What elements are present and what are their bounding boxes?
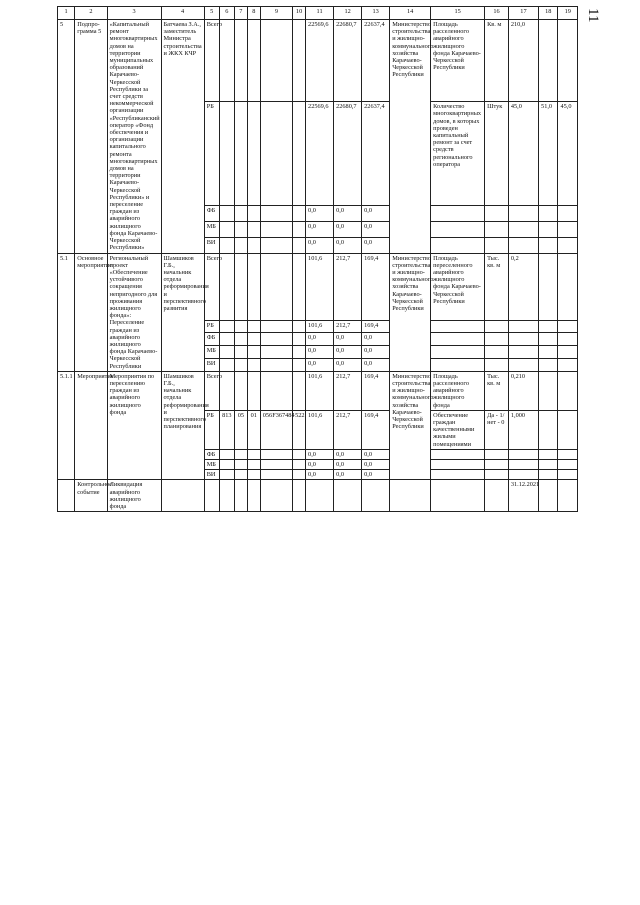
empty-cell <box>431 346 485 359</box>
empty-cell <box>558 320 578 333</box>
indicator-name: Площадь переселенного аварийного жилищного фонда Карачаево-Черкесской Республики <box>431 253 485 320</box>
indicator-value-2 <box>539 20 558 102</box>
amount-year-3: 22637,4 <box>362 20 390 102</box>
empty-cell <box>558 333 578 346</box>
budget-code <box>260 371 292 410</box>
column-number: 5 <box>204 7 219 20</box>
budget-code <box>234 346 247 359</box>
empty-cell <box>508 320 538 333</box>
responsible-person: Батчаева З.А., заместитель Министра строительства и ЖКХ КЧР <box>161 20 204 254</box>
indicator-value-1: 0,210 <box>508 371 538 410</box>
table-row <box>58 20 578 102</box>
empty-cell <box>293 480 306 512</box>
empty-cell <box>558 470 578 480</box>
amount-year-3: 0,0 <box>362 346 390 359</box>
amount-year-1: 0,0 <box>306 333 334 346</box>
budget-code <box>247 449 260 459</box>
indicator-unit <box>485 480 509 512</box>
amount-year-3: 169,4 <box>362 253 390 320</box>
empty-cell <box>558 206 578 222</box>
amount-year-3: 0,0 <box>362 449 390 459</box>
funding-source: РБ <box>204 320 219 333</box>
amount-year-3: 22637,4 <box>362 102 390 206</box>
indicator-unit: Да - 1/ нет - 0 <box>485 410 509 449</box>
budget-code <box>260 20 292 102</box>
table-row <box>58 371 578 410</box>
section-type: Подпро-грамма 5 <box>75 20 107 254</box>
amount-year-2: 0,0 <box>334 470 362 480</box>
empty-cell <box>508 470 538 480</box>
empty-cell <box>334 480 362 512</box>
empty-cell <box>306 480 334 512</box>
executor: Министерство строительства и жилищно-коммунального хозяйства Карачаево-Черкесской Республики <box>390 253 431 371</box>
empty-cell <box>485 470 509 480</box>
budget-code <box>219 346 234 359</box>
amount-year-2: 212,7 <box>334 410 362 449</box>
empty-cell <box>539 346 558 359</box>
indicator-name: Площадь расселенного аварийного жилищного фонда <box>431 371 485 410</box>
empty-cell <box>508 459 538 469</box>
column-number: 18 <box>539 7 558 20</box>
indicator-value-2 <box>539 253 558 320</box>
budget-code: 522 <box>293 410 306 449</box>
empty-cell <box>539 470 558 480</box>
section-type: Основное мероприятие <box>75 253 107 371</box>
amount-year-3: 169,4 <box>362 410 390 449</box>
budget-code <box>293 371 306 410</box>
column-number: 13 <box>362 7 390 20</box>
budget-code <box>260 333 292 346</box>
budget-code <box>260 449 292 459</box>
budget-code <box>234 206 247 222</box>
indicator-value-2 <box>539 480 558 512</box>
column-number: 8 <box>247 7 260 20</box>
empty-cell <box>539 206 558 222</box>
budget-code <box>219 333 234 346</box>
amount-year-2: 0,0 <box>334 459 362 469</box>
budget-code <box>247 253 260 320</box>
budget-code <box>247 371 260 410</box>
column-number: 14 <box>390 7 431 20</box>
amount-year-2: 0,0 <box>334 346 362 359</box>
budget-code <box>260 206 292 222</box>
budget-code <box>260 102 292 206</box>
budget-code <box>234 358 247 371</box>
section-type: Контрольное событие <box>75 480 107 512</box>
budget-code <box>234 222 247 238</box>
empty-cell <box>539 449 558 459</box>
budget-code <box>293 253 306 320</box>
empty-cell <box>431 222 485 238</box>
budget-code <box>219 320 234 333</box>
amount-year-3: 169,4 <box>362 320 390 333</box>
indicator-value-3 <box>558 253 578 320</box>
funding-source: ВИ <box>204 470 219 480</box>
budget-code <box>234 20 247 102</box>
amount-year-1: 0,0 <box>306 222 334 238</box>
budget-code: 056F367484 <box>260 410 292 449</box>
budget-code <box>260 222 292 238</box>
indicator-unit: Кв. м <box>485 20 509 102</box>
section-type: Мероприятие <box>75 371 107 480</box>
amount-year-1: 0,0 <box>306 358 334 371</box>
empty-cell <box>485 206 509 222</box>
empty-cell <box>558 346 578 359</box>
budget-code <box>247 222 260 238</box>
amount-year-1: 101,6 <box>306 253 334 320</box>
budget-code <box>219 102 234 206</box>
indicator-value-3: 45,0 <box>558 102 578 206</box>
column-number-row <box>58 7 578 20</box>
column-number: 19 <box>558 7 578 20</box>
indicator-name: Обеспечение граждан качественными жилыми помещениями <box>431 410 485 449</box>
budget-code <box>260 470 292 480</box>
budget-code <box>247 346 260 359</box>
empty-cell <box>431 206 485 222</box>
executor: Министерство строительства и жилищно-коммунального хозяйства Карачаево-Черкесской Республики <box>390 371 431 480</box>
amount-year-1: 22569,6 <box>306 20 334 102</box>
section-name: Мероприятия по переселению граждан из аварийного жилищного фонда <box>107 371 161 480</box>
section-number: 5 <box>58 20 75 254</box>
funding-source: Всего <box>204 20 219 102</box>
budget-code <box>260 358 292 371</box>
program-table <box>57 6 578 512</box>
column-number: 4 <box>161 7 204 20</box>
empty-cell <box>558 237 578 253</box>
budget-code <box>247 358 260 371</box>
budget-code: 01 <box>247 410 260 449</box>
column-number: 3 <box>107 7 161 20</box>
amount-year-3: 0,0 <box>362 206 390 222</box>
column-number: 11 <box>306 7 334 20</box>
table-row <box>58 253 578 320</box>
indicator-value-3 <box>558 480 578 512</box>
amount-year-1: 0,0 <box>306 449 334 459</box>
empty-cell <box>431 459 485 469</box>
amount-year-1: 101,6 <box>306 320 334 333</box>
column-number: 1 <box>58 7 75 20</box>
amount-year-2: 212,7 <box>334 320 362 333</box>
budget-code: 05 <box>234 410 247 449</box>
funding-source: ВИ <box>204 358 219 371</box>
amount-year-3: 0,0 <box>362 222 390 238</box>
amount-year-2: 22680,7 <box>334 102 362 206</box>
budget-code <box>247 470 260 480</box>
amount-year-1: 0,0 <box>306 470 334 480</box>
amount-year-3: 0,0 <box>362 237 390 253</box>
indicator-value-1: 1,000 <box>508 410 538 449</box>
empty-cell <box>485 320 509 333</box>
amount-year-1: 0,0 <box>306 459 334 469</box>
budget-code <box>293 206 306 222</box>
budget-code <box>247 102 260 206</box>
budget-code <box>260 459 292 469</box>
budget-code <box>234 449 247 459</box>
empty-cell <box>431 333 485 346</box>
amount-year-2: 0,0 <box>334 237 362 253</box>
budget-code <box>260 237 292 253</box>
table-row <box>58 480 578 512</box>
empty-cell <box>539 222 558 238</box>
amount-year-3: 0,0 <box>362 470 390 480</box>
empty-cell <box>431 449 485 459</box>
indicator-value-1: 31.12.2021 <box>508 480 538 512</box>
amount-year-3: 0,0 <box>362 333 390 346</box>
empty-cell <box>558 459 578 469</box>
column-number: 10 <box>293 7 306 20</box>
budget-code <box>293 222 306 238</box>
empty-cell <box>431 358 485 371</box>
amount-year-1: 0,0 <box>306 346 334 359</box>
amount-year-1: 22569,6 <box>306 102 334 206</box>
budget-code <box>293 449 306 459</box>
budget-code <box>293 358 306 371</box>
budget-code <box>219 459 234 469</box>
section-number <box>58 480 75 512</box>
section-number: 5.1.1 <box>58 371 75 480</box>
responsible-person <box>161 480 204 512</box>
budget-code <box>247 206 260 222</box>
budget-code <box>247 459 260 469</box>
empty-cell <box>485 459 509 469</box>
empty-cell <box>508 237 538 253</box>
budget-code <box>234 470 247 480</box>
amount-year-1: 0,0 <box>306 206 334 222</box>
indicator-value-3 <box>558 20 578 102</box>
budget-code <box>219 470 234 480</box>
column-number: 2 <box>75 7 107 20</box>
budget-code <box>234 333 247 346</box>
indicator-value-1: 210,0 <box>508 20 538 102</box>
column-number: 6 <box>219 7 234 20</box>
empty-cell <box>539 459 558 469</box>
budget-code <box>260 253 292 320</box>
empty-cell <box>539 358 558 371</box>
budget-code <box>234 237 247 253</box>
empty-cell <box>539 333 558 346</box>
amount-year-1: 0,0 <box>306 237 334 253</box>
indicator-name <box>431 480 485 512</box>
budget-code <box>234 459 247 469</box>
budget-code <box>247 333 260 346</box>
funding-source: Всего <box>204 253 219 320</box>
section-name: «Капитальный ремонт многоквартирных домов на территории муниципальных образований Карачаево-Черкесской Республики за счет средств некоммерческой организации «Республиканский оператор «Фонд обеспечения и организации капитального ремонта многоквартирных домов на территории Карачаево-Черкесской Республики» и переселение граждан из аварийного жилищного фонда Карачаево-Черкесской Республики» <box>107 20 161 254</box>
empty-cell <box>539 320 558 333</box>
budget-code <box>247 237 260 253</box>
budget-code <box>293 102 306 206</box>
indicator-name: Количество многоквартирных домов, в которых проведен капитальный ремонт за счет средств регионального оператора <box>431 102 485 206</box>
budget-code <box>293 20 306 102</box>
responsible-person: Шамшиков Г.Б., начальник отдела реформирования и перспективного планирования <box>161 371 204 480</box>
funding-source: ФБ <box>204 449 219 459</box>
indicator-value-2 <box>539 371 558 410</box>
amount-year-1: 101,6 <box>306 371 334 410</box>
indicator-value-1: 45,0 <box>508 102 538 206</box>
section-number: 5.1 <box>58 253 75 371</box>
indicator-value-3 <box>558 410 578 449</box>
budget-code <box>219 253 234 320</box>
funding-source: МБ <box>204 459 219 469</box>
amount-year-3: 0,0 <box>362 358 390 371</box>
amount-year-2: 212,7 <box>334 371 362 410</box>
indicator-value-1: 0,2 <box>508 253 538 320</box>
empty-cell <box>485 358 509 371</box>
budget-code <box>219 206 234 222</box>
budget-code <box>247 320 260 333</box>
amount-year-2: 22680,7 <box>334 20 362 102</box>
budget-code <box>293 333 306 346</box>
empty-cell <box>431 237 485 253</box>
empty-cell <box>204 480 219 512</box>
budget-code <box>219 237 234 253</box>
funding-source: ФБ <box>204 333 219 346</box>
column-number: 16 <box>485 7 509 20</box>
funding-source: ВИ <box>204 237 219 253</box>
empty-cell <box>558 358 578 371</box>
indicator-unit: Тыс. кв. м <box>485 253 509 320</box>
empty-cell <box>508 346 538 359</box>
empty-cell <box>558 222 578 238</box>
column-number: 15 <box>431 7 485 20</box>
funding-source: ФБ <box>204 206 219 222</box>
budget-code <box>260 346 292 359</box>
budget-code <box>219 20 234 102</box>
amount-year-2: 0,0 <box>334 222 362 238</box>
funding-source: МБ <box>204 346 219 359</box>
budget-code <box>234 102 247 206</box>
column-number: 7 <box>234 7 247 20</box>
amount-year-2: 0,0 <box>334 333 362 346</box>
funding-source: РБ <box>204 410 219 449</box>
budget-code <box>234 320 247 333</box>
empty-cell <box>508 449 538 459</box>
empty-cell <box>485 333 509 346</box>
section-name: Региональный проект «Обеспечение устойчивого сокращения непригодного для проживания жилищного фонда»: Переселение граждан из аварийного жилищного фонда Карачаево-Черкесской Республики <box>107 253 161 371</box>
indicator-value-2: 51,0 <box>539 102 558 206</box>
column-number: 17 <box>508 7 538 20</box>
empty-cell <box>558 449 578 459</box>
budget-code <box>260 320 292 333</box>
empty-cell <box>219 480 234 512</box>
amount-year-2: 0,0 <box>334 449 362 459</box>
amount-year-3: 169,4 <box>362 371 390 410</box>
amount-year-2: 0,0 <box>334 206 362 222</box>
budget-code <box>293 346 306 359</box>
empty-cell <box>485 449 509 459</box>
column-number: 9 <box>260 7 292 20</box>
indicator-value-3 <box>558 371 578 410</box>
amount-year-2: 0,0 <box>334 358 362 371</box>
empty-cell <box>362 480 390 512</box>
indicator-unit: Тыс. кв. м <box>485 371 509 410</box>
budget-code <box>293 459 306 469</box>
empty-cell <box>431 470 485 480</box>
empty-cell <box>485 237 509 253</box>
page-number: 11 <box>585 8 601 23</box>
indicator-value-2 <box>539 410 558 449</box>
budget-code <box>293 320 306 333</box>
budget-code <box>293 237 306 253</box>
budget-code <box>234 253 247 320</box>
empty-cell <box>508 222 538 238</box>
empty-cell <box>247 480 260 512</box>
amount-year-1: 101,6 <box>306 410 334 449</box>
executor <box>390 480 431 512</box>
budget-code: 813 <box>219 410 234 449</box>
responsible-person: Шамшиков Г.Б., начальник отдела реформирования и перспективного развития <box>161 253 204 371</box>
empty-cell <box>508 333 538 346</box>
indicator-name: Площадь расселенного аварийного жилищного фонда Карачаево-Черкесской Республики <box>431 20 485 102</box>
budget-code <box>247 20 260 102</box>
budget-code <box>234 371 247 410</box>
amount-year-3: 0,0 <box>362 459 390 469</box>
empty-cell <box>260 480 292 512</box>
empty-cell <box>508 358 538 371</box>
budget-code <box>219 222 234 238</box>
funding-source: РБ <box>204 102 219 206</box>
funding-source: Всего <box>204 371 219 410</box>
funding-source: МБ <box>204 222 219 238</box>
empty-cell <box>485 346 509 359</box>
indicator-unit: Штук <box>485 102 509 206</box>
empty-cell <box>508 206 538 222</box>
budget-code <box>219 358 234 371</box>
empty-cell <box>234 480 247 512</box>
executor: Министерство строительства и жилищно-коммунального хозяйства Карачаево-Черкесской Республики <box>390 20 431 254</box>
amount-year-2: 212,7 <box>334 253 362 320</box>
budget-code <box>293 470 306 480</box>
empty-cell <box>485 222 509 238</box>
column-number: 12 <box>334 7 362 20</box>
empty-cell <box>539 237 558 253</box>
section-name: Ликвидация аварийного жилищного фонда <box>107 480 161 512</box>
budget-code <box>219 449 234 459</box>
empty-cell <box>431 320 485 333</box>
